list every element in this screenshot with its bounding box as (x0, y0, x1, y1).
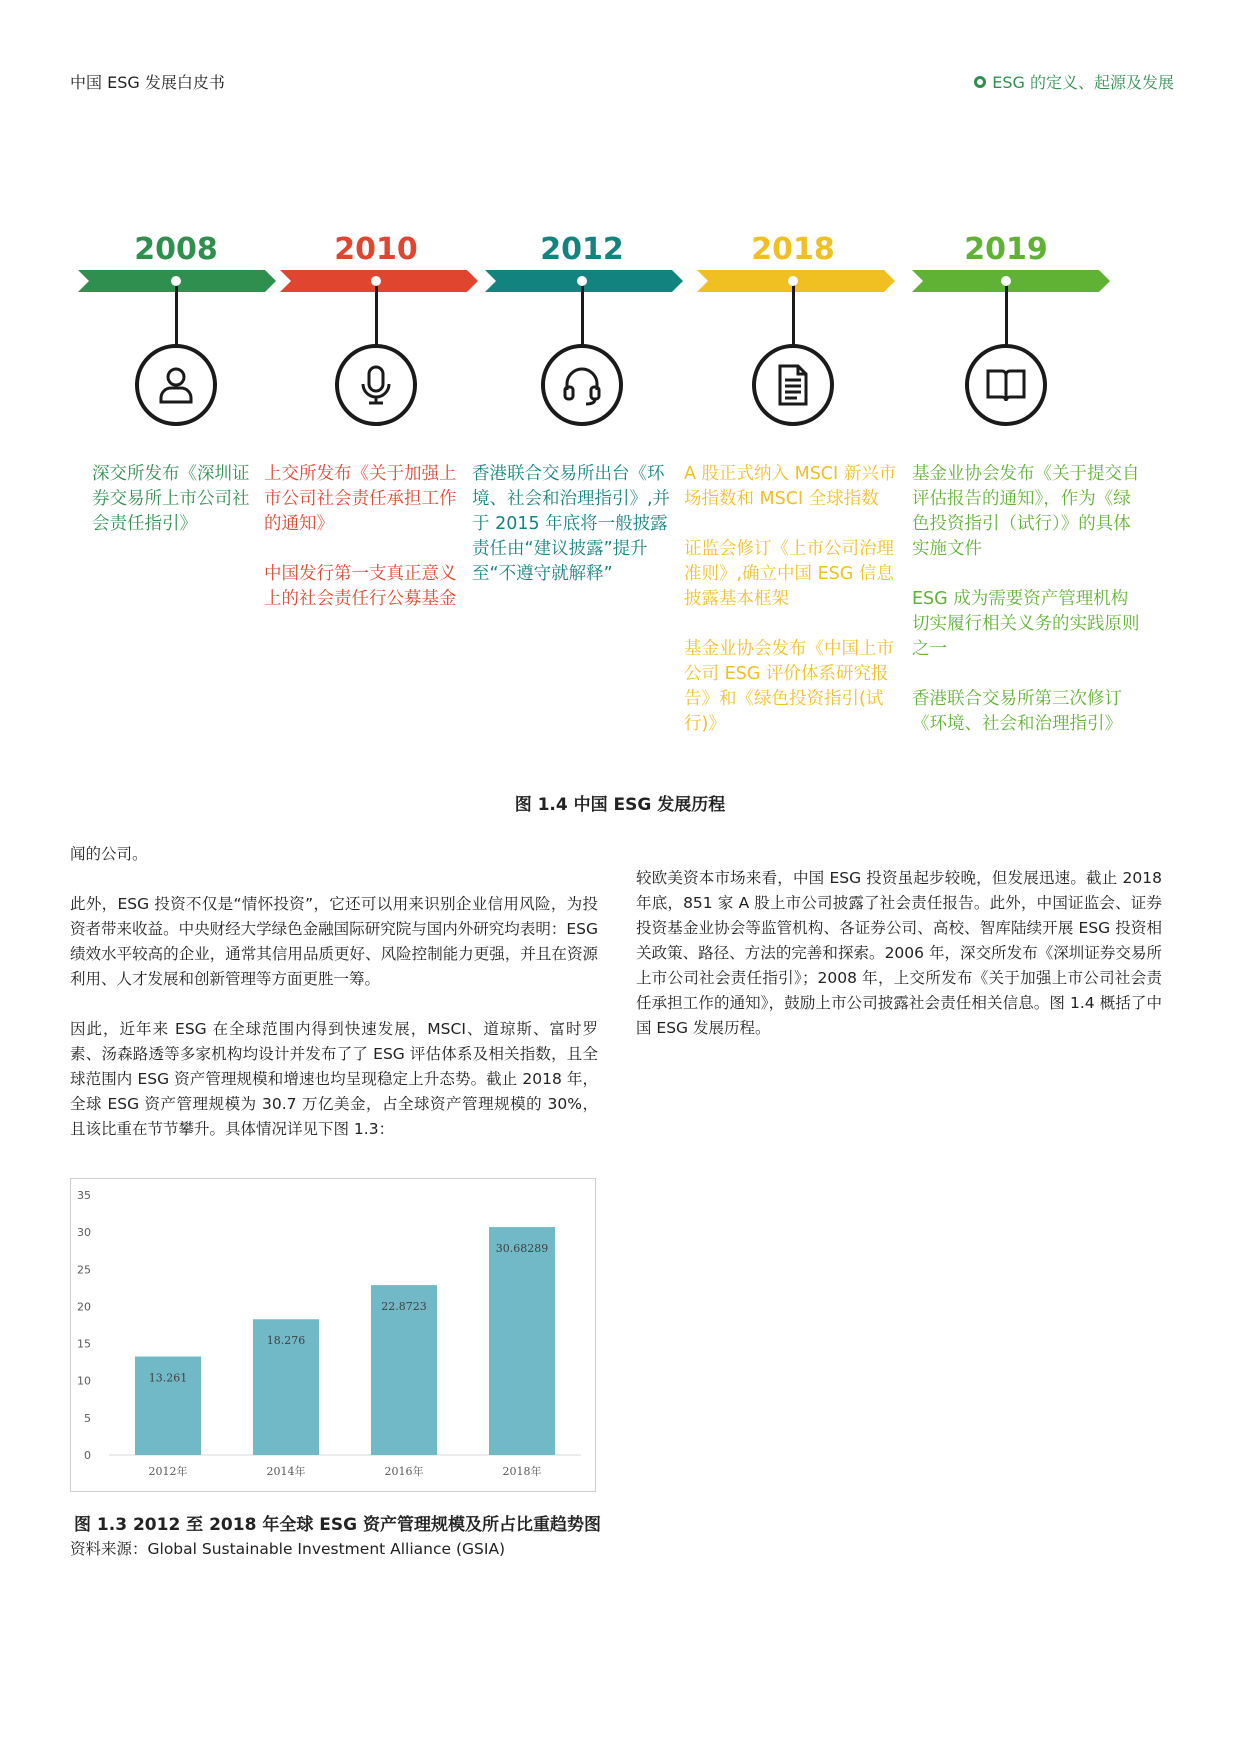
figure-1-4-caption: 图 1.4 中国 ESG 发展历程 (514, 795, 726, 815)
x-tick-label: 2016年 (384, 1465, 424, 1478)
y-tick-label: 30 (77, 1226, 91, 1240)
timeline-event: A 股正式纳入 MSCI 新兴市场指数和 MSCI 全球指数 (684, 464, 897, 509)
timeline-connector (375, 281, 378, 345)
bar-chart (70, 1178, 596, 1492)
timeline-dot (1001, 276, 1011, 286)
section-title-text: ESG 的定义、起源及发展 (992, 73, 1174, 92)
paragraph: 此外，ESG 投资不仅是“情怀投资”，它还可以用来识别企业信用风险，为投资者带来收益。中央财经大学绿色金融国际研究院与国内外研究均表明：ESG 绩效水平较高的企业，通常其信用品质更好、风险控制能力更强，并且在资源利用、人才发展和创新管理等方面更胜一筹。 (70, 895, 598, 988)
timeline-icon-circle (541, 344, 623, 426)
timeline-event: 深交所发布《深圳证券交易所上市公司社会责任指引》 (92, 464, 250, 534)
paragraph: 较欧美资本市场来看，中国 ESG 投资虽起步较晚，但发展迅速。截止 2018 年底，851 家 A 股上市公司披露了社会责任报告。此外，中国证监会、证券投资基金业协会等监管机构、各证券公司、高校、智库陆续开展 ESG 投资相关政策、路径、方法的完善和探索。2006 年，深交所发布《深圳证券交易所上市公司社会责任指引》；2008 年，上交所发布《关于加强上市公司社会责任承担工作的通知》，鼓励上市公司披露社会责任相关信息。图 1.4 概括了中国 ESG 发展历程。 (636, 869, 1162, 1037)
timeline-events (912, 462, 1140, 737)
timeline-connector (1005, 281, 1008, 345)
headset-icon (559, 362, 605, 408)
timeline-dot (788, 276, 798, 286)
document-title: 中国 ESG 发展白皮书 (70, 73, 225, 92)
bar-chart-svg (71, 1179, 595, 1491)
left-column (70, 842, 598, 1167)
timeline-event: 香港联合交易所第三次修订《环境、社会和治理指引》 (912, 689, 1122, 734)
ring-icon (974, 76, 986, 88)
timeline-event: 中国发行第一支真正意义上的社会责任行公募基金 (264, 564, 457, 609)
timeline-events (472, 462, 682, 587)
bar (489, 1227, 555, 1455)
timeline-events (684, 462, 910, 737)
timeline-dot (171, 276, 181, 286)
timeline-events (92, 462, 262, 537)
timeline-events (264, 462, 472, 612)
timeline-year: 2018 (751, 232, 835, 267)
timeline-dot (371, 276, 381, 286)
timeline-year: 2019 (964, 232, 1048, 267)
timeline-connector (175, 281, 178, 345)
figure-1-3-source: 资料来源：Global Sustainable Investment Alliance (GSIA) (70, 1540, 506, 1558)
data-label: 22.8723 (381, 1300, 427, 1314)
y-tick-label: 15 (77, 1337, 91, 1351)
timeline-event: 基金业协会发布《关于提交自评估报告的通知》，作为《绿色投资指引（试行）》的具体实施文件 (912, 464, 1140, 559)
section-title (974, 70, 1174, 93)
x-tick-label: 2018年 (502, 1465, 542, 1478)
timeline-connector (581, 281, 584, 345)
timeline-icon-circle (965, 344, 1047, 426)
timeline-icon-circle (135, 344, 217, 426)
figure-1-3-caption: 图 1.3 2012 至 2018 年全球 ESG 资产管理规模及所占比重趋势图 (74, 1515, 601, 1535)
data-label: 13.261 (148, 1371, 188, 1385)
timeline-event: 上交所发布《关于加强上市公司社会责任承担工作的通知》 (264, 464, 457, 534)
timeline-dot (577, 276, 587, 286)
data-label: 30.68289 (495, 1242, 549, 1256)
timeline-icon-circle (335, 344, 417, 426)
paragraph: 因此，近年来 ESG 在全球范围内得到快速发展，MSCI、道琼斯、富时罗素、汤森路透等多家机构均设计并发布了了 ESG 评估体系及相关指数，且全球范围内 ESG 资产管理规模和增速也均呈现稳定上升态势。截止 2018 年，全球 ESG 资产管理规模为 30.7 万亿美金，占全球资产管理规模的 30%，且该比重在节节攀升。具体情况详见下图 1.3： (70, 1020, 598, 1138)
user-icon (153, 362, 199, 408)
data-label: 18.276 (266, 1334, 306, 1348)
timeline-connector (792, 281, 795, 345)
timeline-arrow (912, 270, 1110, 292)
timeline-event: 香港联合交易所出台《环境、社会和治理指引》,并于 2015 年底将一般披露责任由“建议披露”提升至“不遵守就解释” (472, 464, 671, 584)
timeline-icon-circle (752, 344, 834, 426)
timeline-year: 2012 (540, 232, 624, 267)
y-tick-label: 0 (84, 1449, 91, 1462)
document-icon (770, 362, 816, 408)
microphone-icon (353, 362, 399, 408)
paragraph: 闻的公司。 (70, 845, 148, 863)
x-tick-label: 2012年 (148, 1465, 188, 1478)
timeline-year: 2010 (334, 232, 418, 267)
timeline-event: ESG 成为需要资产管理机构切实履行相关义务的实践原则之一 (912, 589, 1140, 659)
timeline-year: 2008 (134, 232, 218, 267)
book-icon (983, 362, 1029, 408)
y-tick-label: 35 (77, 1189, 91, 1202)
y-tick-label: 10 (77, 1374, 91, 1388)
y-tick-label: 20 (77, 1300, 91, 1314)
timeline-event: 基金业协会发布《中国上市公司 ESG 评价体系研究报告》和《绿色投资指引(试行)》 (684, 639, 894, 734)
y-tick-label: 5 (84, 1411, 91, 1425)
x-tick-label: 2014年 (266, 1465, 306, 1478)
right-column (636, 866, 1162, 1066)
timeline-event: 证监会修订《上市公司治理准则》,确立中国 ESG 信息披露基本框架 (684, 539, 894, 609)
y-tick-label: 25 (77, 1263, 91, 1277)
